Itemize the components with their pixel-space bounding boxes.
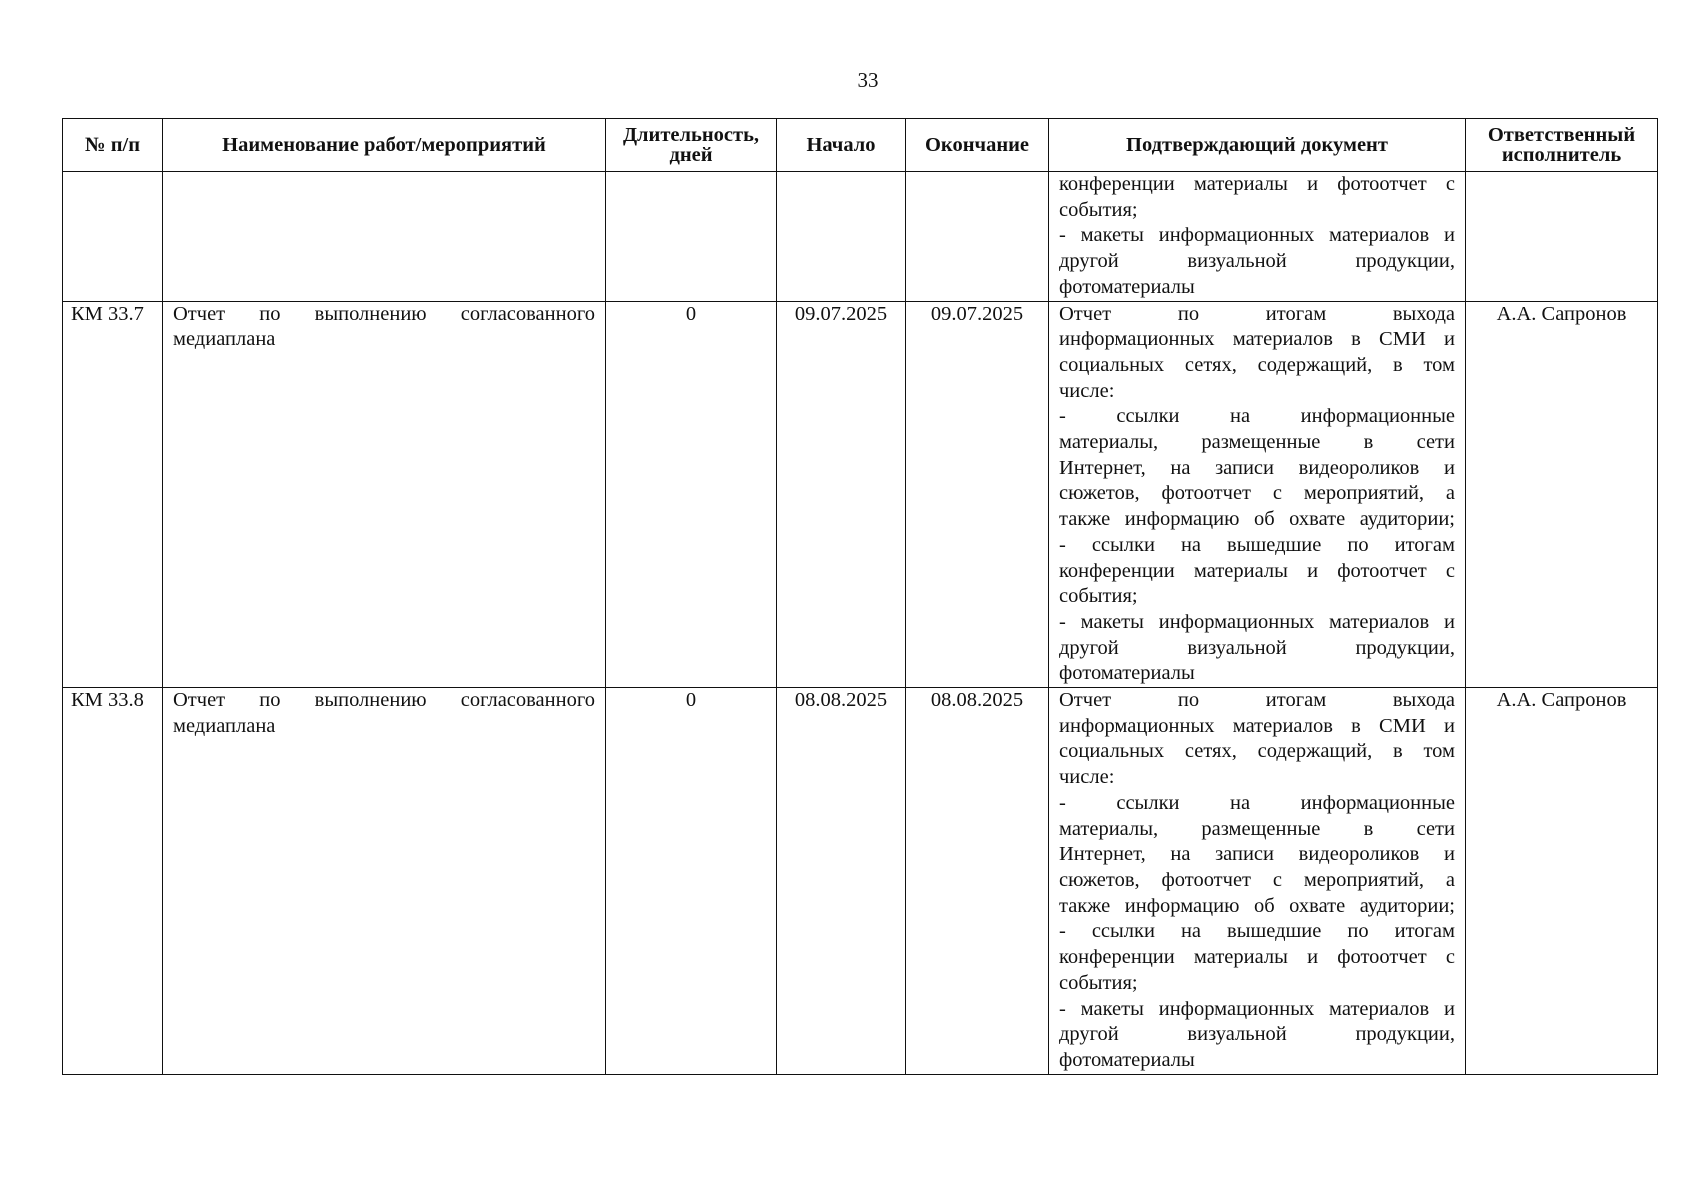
header-duration: Длительность, дней: [606, 119, 777, 172]
document-line: фотоматериалы: [1059, 275, 1195, 298]
document-line: другой визуальной продукции,: [1059, 250, 1455, 273]
continuation-num-cell: [63, 172, 163, 302]
row-document: [1049, 688, 1466, 1075]
document-line: события;: [1059, 585, 1138, 608]
page-number: 33: [857, 68, 879, 92]
document-line: события;: [1059, 971, 1138, 994]
document-line: материалы, размещенные в сети: [1059, 817, 1455, 840]
document-line: также информацию об охвате аудитории;: [1059, 508, 1455, 531]
document-line: другой визуальной продукции,: [1059, 636, 1455, 659]
table-header-row: [63, 119, 1658, 172]
header-num: № п/п: [63, 119, 163, 172]
document-line: числе:: [1059, 379, 1115, 402]
row-duration: 0: [606, 301, 777, 688]
document-line: Интернет, на записи видеороликов и: [1059, 843, 1455, 866]
document-line: другой визуальной продукции,: [1059, 1023, 1455, 1046]
continuation-row: [63, 172, 1658, 302]
header-document: Подтверждающий документ: [1049, 119, 1466, 172]
continuation-name-cell: [163, 172, 606, 302]
document-line: сюжетов, фотоотчет с мероприятий, а: [1059, 868, 1455, 891]
header-start: Начало: [777, 119, 906, 172]
document-line: - ссылки на информационные: [1059, 791, 1455, 814]
document-line: - ссылки на информационные: [1059, 405, 1455, 428]
row-name: Отчет по выполнению согласованного медиаплана: [163, 301, 606, 688]
schedule-table: [62, 118, 1658, 1075]
document-line: информационных материалов в СМИ и: [1059, 714, 1455, 737]
row-start: 09.07.2025: [777, 301, 906, 688]
continuation-duration-cell: [606, 172, 777, 302]
row-num: КМ 33.8: [63, 688, 163, 1075]
document-line: - ссылки на вышедшие по итогам: [1059, 920, 1455, 943]
continuation-start-cell: [777, 172, 906, 302]
document-line: конференции материалы и фотоотчет с: [1059, 946, 1455, 969]
document-line: материалы, размещенные в сети: [1059, 431, 1455, 454]
continuation-end-cell: [906, 172, 1049, 302]
document-line: числе:: [1059, 766, 1115, 789]
document-line: события;: [1059, 198, 1138, 221]
document-line: - макеты информационных материалов и: [1059, 610, 1455, 633]
row-name: Отчет по выполнению согласованного медиаплана: [163, 688, 606, 1075]
table-row: [63, 301, 1658, 688]
document-line: Отчет по итогам выхода: [1059, 689, 1455, 712]
document-line: конференции материалы и фотоотчет с: [1059, 173, 1455, 195]
document-line: - макеты информационных материалов и: [1059, 997, 1455, 1020]
document-line: - ссылки на вышедшие по итогам: [1059, 533, 1455, 556]
document-line: Отчет по итогам выхода: [1059, 302, 1455, 325]
document-line: сюжетов, фотоотчет с мероприятий, а: [1059, 482, 1455, 505]
header-responsible: Ответственный исполнитель: [1466, 119, 1658, 172]
row-document: [1049, 301, 1466, 688]
row-end: 09.07.2025: [906, 301, 1049, 688]
document-line: - макеты информационных материалов и: [1059, 224, 1455, 247]
document-line: также информацию об охвате аудитории;: [1059, 894, 1455, 917]
continuation-document-cell: [1049, 172, 1466, 302]
row-num: КМ 33.7: [63, 301, 163, 688]
row-end: 08.08.2025: [906, 688, 1049, 1075]
document-line: социальных сетях, содержащий, в том: [1059, 740, 1455, 763]
header-end: Окончание: [906, 119, 1049, 172]
document-line: информационных материалов в СМИ и: [1059, 328, 1455, 351]
continuation-responsible-cell: [1466, 172, 1658, 302]
row-start: 08.08.2025: [777, 688, 906, 1075]
table-row: [63, 688, 1658, 1075]
row-duration: 0: [606, 688, 777, 1075]
header-name: Наименование работ/мероприятий: [163, 119, 606, 172]
row-responsible: А.А. Сапронов: [1466, 301, 1658, 688]
document-line: фотоматериалы: [1059, 1048, 1195, 1071]
document-line: фотоматериалы: [1059, 662, 1195, 685]
row-responsible: А.А. Сапронов: [1466, 688, 1658, 1075]
document-line: конференции материалы и фотоотчет с: [1059, 559, 1455, 582]
document-line: Интернет, на записи видеороликов и: [1059, 456, 1455, 479]
document-line: социальных сетях, содержащий, в том: [1059, 353, 1455, 376]
